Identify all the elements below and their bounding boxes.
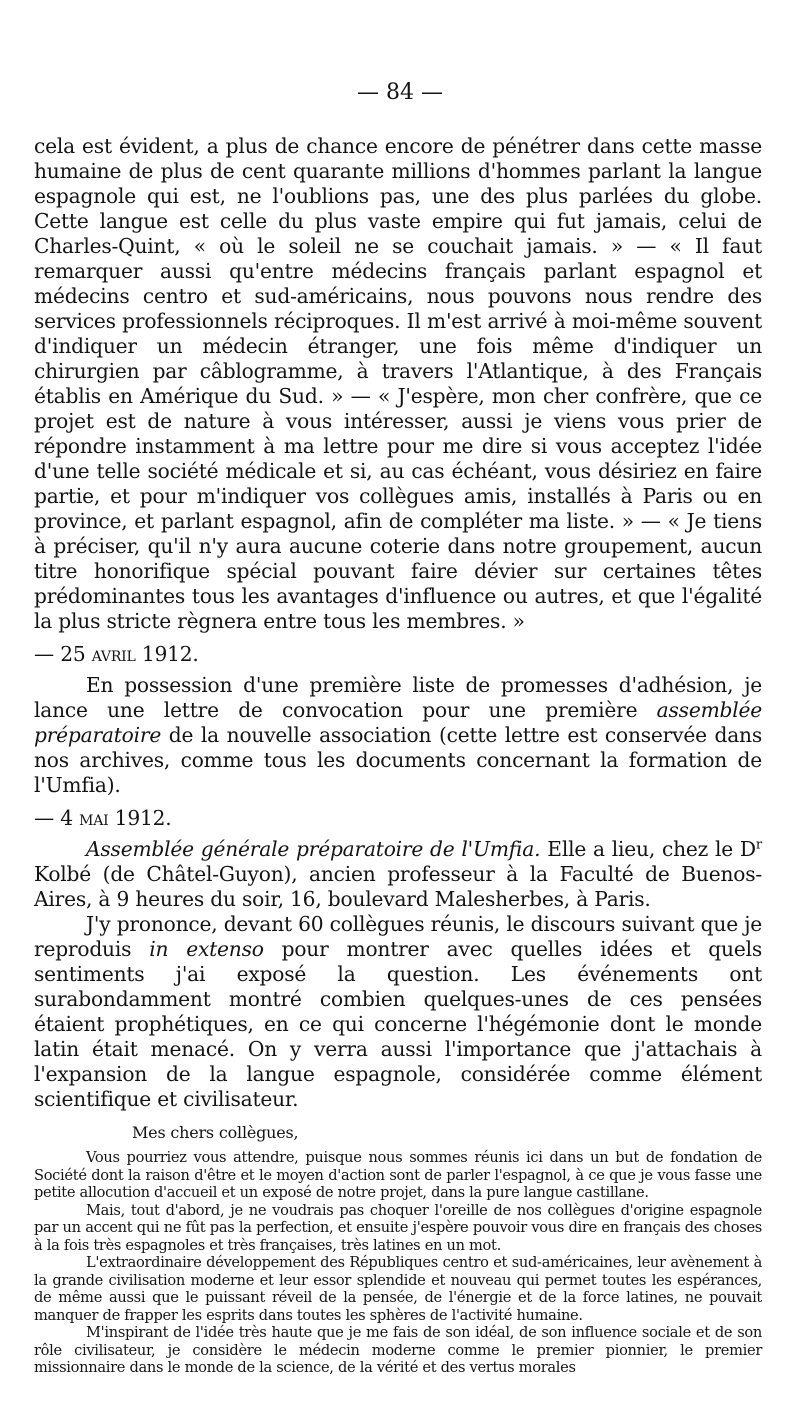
speech-text: [34, 1149, 762, 1377]
text-after: pour montrer avec quelles idées et quels sentiments j'ai exposé la question. Les événements ont surabondamment montré combien quelques-unes de ces pensées étaient prophétiques, en ce qui concerne l'hégémonie dont le monde latin était menacé. On y verra aussi l'importance que j'attachais à l'expansion de la langue espagnole, considérée comme élément scientifique et civilisateur.: [34, 937, 762, 1111]
speech-paragraph: Vous pourriez vous attendre, puisque nous sommes réunis ici dans un but de fondation de Société dont la raison d'être et le moyen d'action sont de parler l'espagnol, à ce que je vous fasse une petite allocution d'accueil et un exposé de notre projet, dans la pure langue castillane.: [34, 1149, 762, 1201]
intro-paragraph: cela est évident, a plus de chance encore de pénétrer dans cette masse humaine de plus de cent quarante millions d'hommes parlant la langue espagnole qui est, ne l'oublions pas, une des plus parlées du globe. Cette langue est celle du plus vaste empire qui fut jamais, celui de Charles-Quint, « où le soleil ne se couchait jamais. » — « Il faut remarquer aussi qu'entre médecins français parlant espagnol et médecins centro et sud-américains, nous pouvons nous rendre des services professionnels réciproques. Il m'est arrivé à moi-même souvent d'indiquer un médecin étranger, une fois même d'indiquer un chirurgien par câblogramme, à travers l'Atlantique, à des Français établis en Amérique du Sud. » — « J'espère, mon cher confrère, que ce projet est de nature à vous intéresser, aussi je viens vous prier de répondre instamment à ma lettre pour me dire si vous acceptez l'idée d'une telle société médicale et si, au cas échéant, vous désiriez en faire partie, et pour m'indiquer vos collègues amis, installés à Paris ou en province, et parlant espagnol, afin de compléter ma liste. » — « Je tiens à préciser, qu'il n'y aura aucune coterie dans notre groupement, aucun titre honorifique spécial pouvant faire dévier sur certaines têtes prédominantes tous les avantages d'influence ou autres, et que l'égalité la plus stricte règnera entre tous les membres. »: [34, 134, 762, 633]
text-before: En possession d'une première liste de promesses d'adhésion, je lance une lettre de convocation pour une première: [34, 673, 762, 722]
text-before: J'y prononce, devant 60 collègues réunis, le discours suivant que je reproduis: [34, 912, 762, 961]
text-mid: Elle a lieu, chez le D: [540, 837, 756, 861]
main-text: [34, 134, 762, 1377]
date-heading-may: [34, 806, 762, 831]
date-month: mai: [79, 806, 109, 830]
emphasis: in extenso: [149, 937, 264, 961]
date-year: 1912.: [108, 806, 172, 830]
date-prefix: — 4: [34, 806, 80, 830]
emphasis: Assemblée générale préparatoire de l'Umfia.: [86, 837, 541, 861]
paragraph-speech-intro: [34, 912, 762, 1112]
speech-paragraph: L'extraordinaire développement des Républiques centro et sud-américaines, leur avènement à la grande civilisation moderne et leur essor splendide et nouveau qui permet toutes les espérances, de même aussi que le puissant réveil de la pensée, de l'énergie et de la force latines, ne pouvait manquer de frapper les esprits dans toutes les sphères de l'activité humaine.: [34, 1254, 762, 1324]
date-prefix: — 25: [34, 642, 92, 666]
date-month: avril: [91, 642, 136, 666]
text-after: Kolbé (de Châtel-Guyon), ancien professeur à la Faculté de Buenos-Aires, à 9 heures du soir, 16, boulevard Malesherbes, à Paris.: [34, 862, 762, 911]
date-year: 1912.: [135, 642, 199, 666]
emphasis: assemblée préparatoire: [34, 698, 762, 747]
date-heading-april: [34, 642, 762, 667]
salutation: Mes chers collègues,: [132, 1123, 299, 1142]
page-number: — 84 —: [357, 80, 443, 105]
paragraph-convocation: [34, 673, 762, 798]
paragraph-assembly: [34, 837, 762, 912]
text-after: de la nouvelle association (cette lettre est conservée dans nos archives, comme tous les documents concernant la formation de l'Umfia).: [34, 723, 762, 797]
speech-paragraph: M'inspirant de l'idée très haute que je me fais de son idéal, de son influence sociale et de son rôle civilisateur, je considère le médecin moderne comme le premier pionnier, le premier missionnaire dans le monde de la science, de la vérité et des vertus morales: [34, 1324, 762, 1376]
speech-paragraph: Mais, tout d'abord, je ne voudrais pas choquer l'oreille de nos collègues d'origine espagnole par un accent qui ne fût pas la perfection, et ensuite j'espère pouvoir vous dire en français des choses à la fois très espagnoles et très françaises, très latines en un mot.: [34, 1201, 762, 1254]
superscript: r: [755, 837, 762, 853]
